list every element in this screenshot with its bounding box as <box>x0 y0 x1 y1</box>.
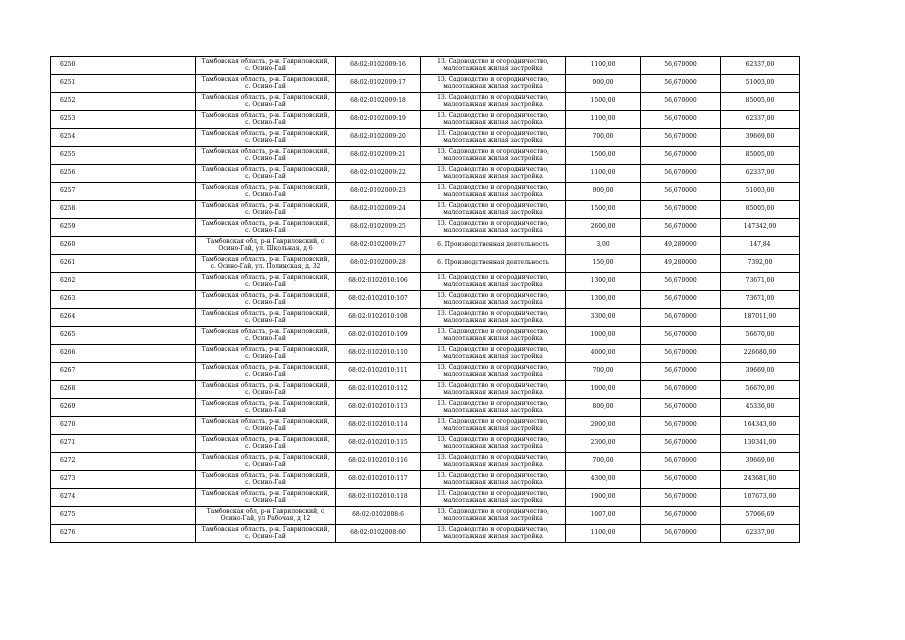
address-cell: Тамбовская область, р-н. Гавриловский, с. Осино-Гай <box>196 327 336 345</box>
land-use-cell: 13. Садоводство и огородничество, малоэтажная жилая застройка <box>421 201 566 219</box>
cadastral-number-cell: 68:02:0102010:106 <box>336 273 421 291</box>
area-cell: 1300,00 <box>566 273 641 291</box>
cadastral-number-cell: 68:02:0102009:18 <box>336 93 421 111</box>
cadastral-value-cell: 39669,00 <box>721 129 800 147</box>
row-number: 6263 <box>51 291 196 309</box>
registry-table-body <box>51 57 800 543</box>
cadastral-value-cell: 243681,00 <box>721 471 800 489</box>
cadastral-number-cell: 68:02:0102010:111 <box>336 363 421 381</box>
land-use-cell: 13. Садоводство и огородничество, малоэтажная жилая застройка <box>421 435 566 453</box>
area-cell: 1100,00 <box>566 525 641 543</box>
rate-cell: 56,670000 <box>641 75 721 93</box>
cadastral-value-cell: 51003,00 <box>721 183 800 201</box>
table-row <box>51 381 800 399</box>
rate-cell: 56,670000 <box>641 363 721 381</box>
cadastral-number-cell: 68:02:0102009:25 <box>336 219 421 237</box>
area-cell: 1000,00 <box>566 381 641 399</box>
cadastral-number-cell: 68:02:0102010:113 <box>336 399 421 417</box>
cadastral-number-cell: 68:02:0102009:27 <box>336 237 421 255</box>
rate-cell: 56,670000 <box>641 183 721 201</box>
cadastral-number-cell: 68:02:0102010:117 <box>336 471 421 489</box>
table-row <box>51 75 800 93</box>
address-cell: Тамбовская область, р-н. Гавриловский, с. Осино-Гай <box>196 183 336 201</box>
row-number: 6273 <box>51 471 196 489</box>
rate-cell: 49,280000 <box>641 237 721 255</box>
cadastral-number-cell: 68:02:0102010:107 <box>336 291 421 309</box>
cadastral-value-cell: 187011,00 <box>721 309 800 327</box>
row-number: 6258 <box>51 201 196 219</box>
area-cell: 3,00 <box>566 237 641 255</box>
table-row <box>51 327 800 345</box>
cadastral-value-cell: 62337,00 <box>721 111 800 129</box>
land-use-cell: 13. Садоводство и огородничество, малоэтажная жилая застройка <box>421 147 566 165</box>
table-row <box>51 489 800 507</box>
table-row <box>51 93 800 111</box>
table-row <box>51 111 800 129</box>
area-cell: 1500,00 <box>566 93 641 111</box>
area-cell: 900,00 <box>566 75 641 93</box>
rate-cell: 56,670000 <box>641 453 721 471</box>
table-row <box>51 201 800 219</box>
rate-cell: 56,670000 <box>641 417 721 435</box>
address-cell: Тамбовская область, р-н. Гавриловский, с. Осино-Гай <box>196 489 336 507</box>
rate-cell: 56,670000 <box>641 309 721 327</box>
rate-cell: 56,670000 <box>641 219 721 237</box>
area-cell: 1500,00 <box>566 147 641 165</box>
rate-cell: 56,670000 <box>641 435 721 453</box>
cadastral-number-cell: 68:02:0102008:6 <box>336 507 421 525</box>
rate-cell: 56,670000 <box>641 399 721 417</box>
table-row <box>51 129 800 147</box>
land-use-cell: 13. Садоводство и огородничество, малоэтажная жилая застройка <box>421 381 566 399</box>
address-cell: Тамбовская область, р-н. Гавриловский, с. Осино-Гай <box>196 363 336 381</box>
row-number: 6274 <box>51 489 196 507</box>
rate-cell: 56,670000 <box>641 57 721 75</box>
area-cell: 700,00 <box>566 129 641 147</box>
cadastral-number-cell: 68:02:0102010:118 <box>336 489 421 507</box>
row-number: 6250 <box>51 57 196 75</box>
row-number: 6259 <box>51 219 196 237</box>
address-cell: Тамбовская область, р-н. Гавриловский, с. Осино-Гай <box>196 165 336 183</box>
rate-cell: 56,670000 <box>641 489 721 507</box>
rate-cell: 56,670000 <box>641 147 721 165</box>
land-use-cell: 13. Садоводство и огородничество, малоэтажная жилая застройка <box>421 453 566 471</box>
area-cell: 700,00 <box>566 363 641 381</box>
land-use-cell: 13. Садоводство и огородничество, малоэтажная жилая застройка <box>421 183 566 201</box>
row-number: 6266 <box>51 345 196 363</box>
cadastral-value-cell: 73671,00 <box>721 291 800 309</box>
table-row <box>51 345 800 363</box>
land-use-cell: 13. Садоводство и огородничество, малоэтажная жилая застройка <box>421 417 566 435</box>
cadastral-number-cell: 68:02:0102009:19 <box>336 111 421 129</box>
area-cell: 4300,00 <box>566 471 641 489</box>
registry-table <box>50 56 800 543</box>
area-cell: 2600,00 <box>566 219 641 237</box>
address-cell: Тамбовская область, р-н. Гавриловский, с. Осино-Гай <box>196 525 336 543</box>
land-use-cell: 13. Садоводство и огородничество, малоэтажная жилая застройка <box>421 219 566 237</box>
address-cell: Тамбовская область, р-н. Гавриловский, с. Осино-Гай <box>196 399 336 417</box>
row-number: 6254 <box>51 129 196 147</box>
land-use-cell: 13. Садоводство и огородничество, малоэтажная жилая застройка <box>421 363 566 381</box>
land-use-cell: 13. Садоводство и огородничество, малоэтажная жилая застройка <box>421 309 566 327</box>
rate-cell: 49,280000 <box>641 255 721 273</box>
cadastral-value-cell: 164343,00 <box>721 417 800 435</box>
area-cell: 2300,00 <box>566 435 641 453</box>
cadastral-number-cell: 68:02:0102009:24 <box>336 201 421 219</box>
land-use-cell: 6. Производственная деятельность <box>421 255 566 273</box>
address-cell: Тамбовская область, р-н. Гавриловский, с. Осино-Гай <box>196 129 336 147</box>
table-row <box>51 291 800 309</box>
rate-cell: 56,670000 <box>641 345 721 363</box>
cadastral-value-cell: 147342,00 <box>721 219 800 237</box>
land-use-cell: 6. Производственная деятельность <box>421 237 566 255</box>
address-cell: Тамбовская область, р-н. Гавриловский, с. Осино-Гай <box>196 309 336 327</box>
address-cell: Тамбовская область, р-н. Гавриловский, с. Осино-Гай <box>196 453 336 471</box>
row-number: 6268 <box>51 381 196 399</box>
address-cell: Тамбовская область, р-н. Гавриловский, с. Осино-Гай <box>196 75 336 93</box>
table-row <box>51 183 800 201</box>
rate-cell: 56,670000 <box>641 201 721 219</box>
address-cell: Тамбовская область, р-н. Гавриловский, с. Осино-Гай <box>196 381 336 399</box>
area-cell: 1100,00 <box>566 57 641 75</box>
address-cell: Тамбовская область, р-н. Гавриловский, с. Осино-Гай <box>196 219 336 237</box>
row-number: 6269 <box>51 399 196 417</box>
table-row <box>51 309 800 327</box>
table-row <box>51 453 800 471</box>
land-use-cell: 13. Садоводство и огородничество, малоэтажная жилая застройка <box>421 471 566 489</box>
rate-cell: 56,670000 <box>641 525 721 543</box>
rate-cell: 56,670000 <box>641 129 721 147</box>
cadastral-number-cell: 68:02:0102009:20 <box>336 129 421 147</box>
land-use-cell: 13. Садоводство и огородничество, малоэтажная жилая застройка <box>421 165 566 183</box>
table-row <box>51 255 800 273</box>
table-row <box>51 273 800 291</box>
table-row <box>51 219 800 237</box>
cadastral-number-cell: 68:02:0102009:16 <box>336 57 421 75</box>
cadastral-value-cell: 56670,00 <box>721 327 800 345</box>
rate-cell: 56,670000 <box>641 507 721 525</box>
address-cell: Тамбовская область, р-н. Гавриловский, с. Осино-Гай <box>196 471 336 489</box>
area-cell: 1100,00 <box>566 165 641 183</box>
address-cell: Тамбовская обл, р-н Гавриловский, с Осино-Гай, ул. Школьная, д 6 <box>196 237 336 255</box>
address-cell: Тамбовская область, р-н. Гавриловский, с. Осино-Гай <box>196 111 336 129</box>
cadastral-number-cell: 68:02:0102010:115 <box>336 435 421 453</box>
table-row <box>51 471 800 489</box>
land-use-cell: 13. Садоводство и огородничество, малоэтажная жилая застройка <box>421 93 566 111</box>
land-use-cell: 13. Садоводство и огородничество, малоэтажная жилая застройка <box>421 75 566 93</box>
address-cell: Тамбовская область, р-н. Гавриловский, с. Осино-Гай <box>196 57 336 75</box>
area-cell: 4000,00 <box>566 345 641 363</box>
land-use-cell: 13. Садоводство и огородничество, малоэтажная жилая застройка <box>421 345 566 363</box>
area-cell: 2900,00 <box>566 417 641 435</box>
cadastral-number-cell: 68:02:0102008:60 <box>336 525 421 543</box>
cadastral-value-cell: 226680,00 <box>721 345 800 363</box>
cadastral-number-cell: 68:02:0102009:23 <box>336 183 421 201</box>
row-number: 6276 <box>51 525 196 543</box>
cadastral-number-cell: 68:02:0102010:114 <box>336 417 421 435</box>
rate-cell: 56,670000 <box>641 381 721 399</box>
cadastral-value-cell: 62337,00 <box>721 165 800 183</box>
cadastral-number-cell: 68:02:0102010:112 <box>336 381 421 399</box>
land-use-cell: 13. Садоводство и огородничество, малоэтажная жилая застройка <box>421 111 566 129</box>
table-row <box>51 165 800 183</box>
row-number: 6262 <box>51 273 196 291</box>
area-cell: 150,00 <box>566 255 641 273</box>
cadastral-value-cell: 45336,00 <box>721 399 800 417</box>
cadastral-value-cell: 62337,00 <box>721 525 800 543</box>
row-number: 6255 <box>51 147 196 165</box>
cadastral-value-cell: 85005,00 <box>721 93 800 111</box>
rate-cell: 56,670000 <box>641 471 721 489</box>
cadastral-number-cell: 68:02:0102009:28 <box>336 255 421 273</box>
cadastral-number-cell: 68:02:0102010:116 <box>336 453 421 471</box>
cadastral-number-cell: 68:02:0102009:17 <box>336 75 421 93</box>
land-use-cell: 13. Садоводство и огородничество, малоэтажная жилая застройка <box>421 273 566 291</box>
area-cell: 800,00 <box>566 399 641 417</box>
cadastral-value-cell: 85005,00 <box>721 201 800 219</box>
cadastral-value-cell: 39669,00 <box>721 363 800 381</box>
address-cell: Тамбовская область, р-н. Гавриловский, с. Осино-Гай <box>196 93 336 111</box>
cadastral-value-cell: 7392,00 <box>721 255 800 273</box>
address-cell: Тамбовская область, р-н. Гавриловский, с. Осино-Гай <box>196 435 336 453</box>
row-number: 6256 <box>51 165 196 183</box>
cadastral-number-cell: 68:02:0102010:108 <box>336 309 421 327</box>
table-row <box>51 57 800 75</box>
cadastral-number-cell: 68:02:0102009:22 <box>336 165 421 183</box>
row-number: 6260 <box>51 237 196 255</box>
cadastral-value-cell: 39669,00 <box>721 453 800 471</box>
row-number: 6267 <box>51 363 196 381</box>
land-use-cell: 13. Садоводство и огородничество, малоэтажная жилая застройка <box>421 291 566 309</box>
table-row <box>51 237 800 255</box>
address-cell: Тамбовская область, р-н. Гавриловский, с. Осино-Гай <box>196 291 336 309</box>
cadastral-value-cell: 147,84 <box>721 237 800 255</box>
table-row <box>51 435 800 453</box>
land-use-cell: 13. Садоводство и огородничество, малоэтажная жилая застройка <box>421 399 566 417</box>
cadastral-value-cell: 107673,00 <box>721 489 800 507</box>
row-number: 6252 <box>51 93 196 111</box>
area-cell: 1100,00 <box>566 111 641 129</box>
rate-cell: 56,670000 <box>641 291 721 309</box>
address-cell: Тамбовская область, р-н. Гавриловский, с. Осино-Гай <box>196 417 336 435</box>
area-cell: 700,00 <box>566 453 641 471</box>
row-number: 6261 <box>51 255 196 273</box>
row-number: 6257 <box>51 183 196 201</box>
row-number: 6251 <box>51 75 196 93</box>
address-cell: Тамбовская обл, р-н Гавриловский, с Осино-Гай, ул Рабочая, д 12 <box>196 507 336 525</box>
area-cell: 3300,00 <box>566 309 641 327</box>
area-cell: 1000,00 <box>566 327 641 345</box>
cadastral-number-cell: 68:02:0102009:21 <box>336 147 421 165</box>
rate-cell: 56,670000 <box>641 273 721 291</box>
land-use-cell: 13. Садоводство и огородничество, малоэтажная жилая застройка <box>421 129 566 147</box>
table-row <box>51 525 800 543</box>
land-use-cell: 13. Садоводство и огородничество, малоэтажная жилая застройка <box>421 489 566 507</box>
row-number: 6265 <box>51 327 196 345</box>
cadastral-value-cell: 56670,00 <box>721 381 800 399</box>
row-number: 6253 <box>51 111 196 129</box>
land-use-cell: 13. Садоводство и огородничество, малоэтажная жилая застройка <box>421 525 566 543</box>
row-number: 6264 <box>51 309 196 327</box>
table-row <box>51 399 800 417</box>
area-cell: 1300,00 <box>566 291 641 309</box>
land-use-cell: 13. Садоводство и огородничество, малоэтажная жилая застройка <box>421 507 566 525</box>
cadastral-value-cell: 51003,00 <box>721 75 800 93</box>
address-cell: Тамбовская область, р-н. Гавриловский, с. Осино-Гай <box>196 201 336 219</box>
rate-cell: 56,670000 <box>641 327 721 345</box>
rate-cell: 56,670000 <box>641 165 721 183</box>
cadastral-value-cell: 130341,00 <box>721 435 800 453</box>
address-cell: Тамбовская область, р-н. Гавриловский, с. Осино-Гай <box>196 147 336 165</box>
row-number: 6271 <box>51 435 196 453</box>
table-row <box>51 417 800 435</box>
address-cell: Тамбовская область, р-н. Гавриловский, с. Осино-Гай <box>196 345 336 363</box>
cadastral-number-cell: 68:02:0102010:109 <box>336 327 421 345</box>
address-cell: Тамбовская область, р-н. Гавриловский, с. Осино-Гай <box>196 273 336 291</box>
table-row <box>51 507 800 525</box>
row-number: 6272 <box>51 453 196 471</box>
cadastral-number-cell: 68:02:0102010:110 <box>336 345 421 363</box>
address-cell: Тамбовская область, р-н. Гавриловский, с. Осино-Гай, ул. Полинская, д. 32 <box>196 255 336 273</box>
row-number: 6270 <box>51 417 196 435</box>
area-cell: 1500,00 <box>566 201 641 219</box>
rate-cell: 56,670000 <box>641 111 721 129</box>
cadastral-value-cell: 73671,00 <box>721 273 800 291</box>
table-row <box>51 147 800 165</box>
area-cell: 1900,00 <box>566 489 641 507</box>
cadastral-value-cell: 62337,00 <box>721 57 800 75</box>
land-use-cell: 13. Садоводство и огородничество, малоэтажная жилая застройка <box>421 327 566 345</box>
cadastral-value-cell: 85005,00 <box>721 147 800 165</box>
area-cell: 900,00 <box>566 183 641 201</box>
row-number: 6275 <box>51 507 196 525</box>
area-cell: 1007,00 <box>566 507 641 525</box>
cadastral-value-cell: 57066,69 <box>721 507 800 525</box>
land-use-cell: 13. Садоводство и огородничество, малоэтажная жилая застройка <box>421 57 566 75</box>
rate-cell: 56,670000 <box>641 93 721 111</box>
table-row <box>51 363 800 381</box>
